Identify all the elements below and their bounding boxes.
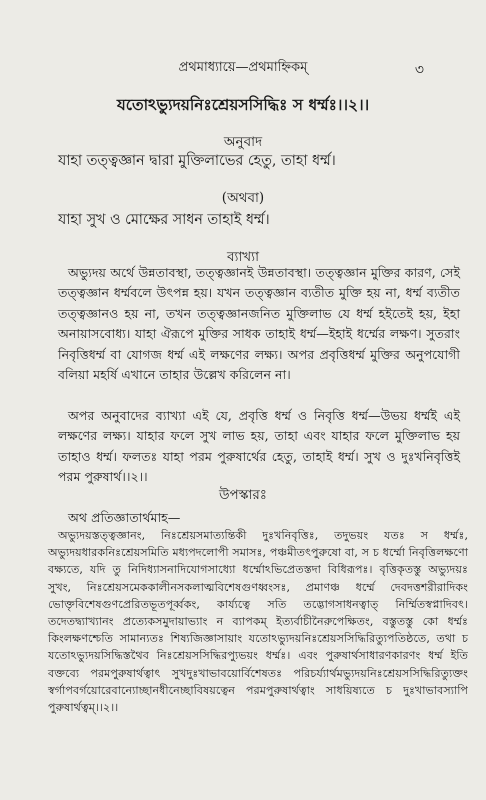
anuvad-line-2: যাহা সুখ ও মোক্ষের সাধন তাহাই ধর্ম্ম।: [58, 212, 270, 228]
vyakhya-heading: ব্যাখ্যা: [226, 249, 260, 265]
anuvad-heading: অনুবাদ: [223, 134, 263, 150]
running-title: প্রথমাধ্যায়ে—প্রথমাহ্নিকম্: [178, 60, 308, 75]
vyakhya-paragraph-2: অপর অনুবাদের ব্যাখ্যা এই যে, প্রবৃত্তি ধর্ম্ম ও নিবৃত্তি ধর্ম্ম—উভয় ধর্ম্মই এই লক্ষণের লক্ষ্য। যাহার ফলে সুখ লাভ হয়, তাহা এবং যাহার ফলে মুক্তিলাভ হয় তাহাও ধর্ম্ম। ফলতঃ যাহা পরম পুরুষার্থের হেতু, তাহাই ধর্ম্ম। সুখ ও দুঃখনিবৃত্তিই পরম পুরুষার্থ।।২।।: [58, 408, 460, 485]
page-number: ৩: [414, 62, 424, 78]
anuvad-line-1: যাহা তত্ত্বজ্ঞান দ্বারা মুক্তিলাভের হেতু, তাহা ধর্ম্ম।: [58, 153, 336, 169]
page-header: [0, 58, 486, 78]
vyakhya-paragraph-1: অভ্যুদয় অর্থে উন্নতাবস্থা, তত্ত্বজ্ঞানই উন্নতাবস্থা। তত্ত্বজ্ঞান মুক্তির কারণ, সেই তত্ত্বজ্ঞান ধর্ম্মবলে উৎপন্ন হয়। যখন তত্ত্বজ্ঞান ব্যতীত মুক্তি হয় না, ধর্ম্ম ব্যতীত তত্ত্বজ্ঞানও হয় না, তখন তত্ত্বজ্ঞানজনিত মুক্তিলাভ যে ধর্ম্ম হইতেই হয়, ইহা অনায়াসবোধ্য। যাহা ঐরূপে মুক্তির সাধক তাহাই ধর্ম্ম—ইহাই ধর্ম্মের লক্ষণ। সুতরাং নিবৃত্তিধর্ম্ম বা যোগজ ধর্ম্ম এই লক্ষণের লক্ষ্য। অপর প্রবৃত্তিধর্ম্ম মুক্তির অনুপযোগী বলিয়া মহর্ষি এখানে তাহার উল্লেখ করিলেন না।: [58, 265, 460, 383]
upaskara-commentary: অভ্যুদয়স্তত্ত্বজ্ঞানং, নিঃশ্রেয়সমাত্যন্তিকী দুঃখনিবৃত্তিঃ, তদুভয়ং যতঃ স ধর্ম্মঃ, অভ্যুদয়ধারকনিঃশ্রেয়সমিতি মধ্যপদলোপী সমাসঃ, পঞ্চমীতৎপুরুষো বা, স চ ধর্ম্মো নিবৃত্তিলক্ষণো বক্ষ্যতে, যদি তু নিদিধ্যাসনাদিযোগসাধ্যো ধর্ম্মোঽভিপ্রেতস্তদা বিধিরূপঃ। বৃত্তিকৃতস্তু অভ্যুদয়ঃ সুখং, নিঃশ্রেয়সমেককালীনসকলাত্মবিশেষগুণধ্বংসঃ, প্রমাণঞ্চ ধর্ম্মে দেবদত্তশরীরাদিকং ভোক্তৃবিশেষগুণপ্রেরিতভূতপূর্ব্বকং, কার্য্যত্বে সতি তদ্ভোগসাধনত্বাত্ নির্ম্মিতস্বপ্নাদিবৎ। তদেতদ্ব্যাখ্যানং প্রত্যেকসমুদায়াভ্যাং ন ব্যাপকম্ ইত্যর্বাচীনৈরুপেক্ষিতং, বস্তুতস্তু কো ধর্ম্মঃ কিংলক্ষণশ্চেতি সামান্যতঃ শিষ্যজিজ্ঞাসায়াং যতোঽভ্যুদয়নিঃশ্রেয়সসিদ্ধিরিত্যুপতিষ্ঠতে, তথা চ যতোঽভ্যুদয়সিদ্ধিস্তথৈব নিঃশ্রেয়সসিদ্ধিরপ্যুভয়ং ধর্ম্মঃ। এবং পুরুষার্থসাধারণকারণং ধর্ম্ম ইতি বক্তব্যে পরমপুরুষার্থত্বাৎ সুখদুঃখাভাবয়োর্বিশেষতঃ পরিচর্য্যার্থমভ্যুদয়নিঃশ্রেয়সসিদ্ধিরিত্যুক্তং স্বর্গাপবর্গয়োরেবান্যোচ্ছানধীনেচ্ছাবিষয়ত্বেন পরমপুরুষার্থত্বাং সাধয়িষ্যতে চ দুঃখাভাবস্যাপি পুরুষার্থত্বম্।।২।।: [48, 529, 468, 715]
upaskara-intro: অথ প্রতিজ্ঞাতার্থমাহ—: [68, 510, 181, 525]
upaskara-heading: উপস্কারঃ: [219, 487, 267, 503]
sutra-verse: যতোঽভ্যুদয়নিঃশ্রেয়সসিদ্ধিঃ স ধর্ম্মঃ।।২।।: [116, 95, 370, 114]
anuvad-or: (অথবা): [221, 190, 265, 206]
